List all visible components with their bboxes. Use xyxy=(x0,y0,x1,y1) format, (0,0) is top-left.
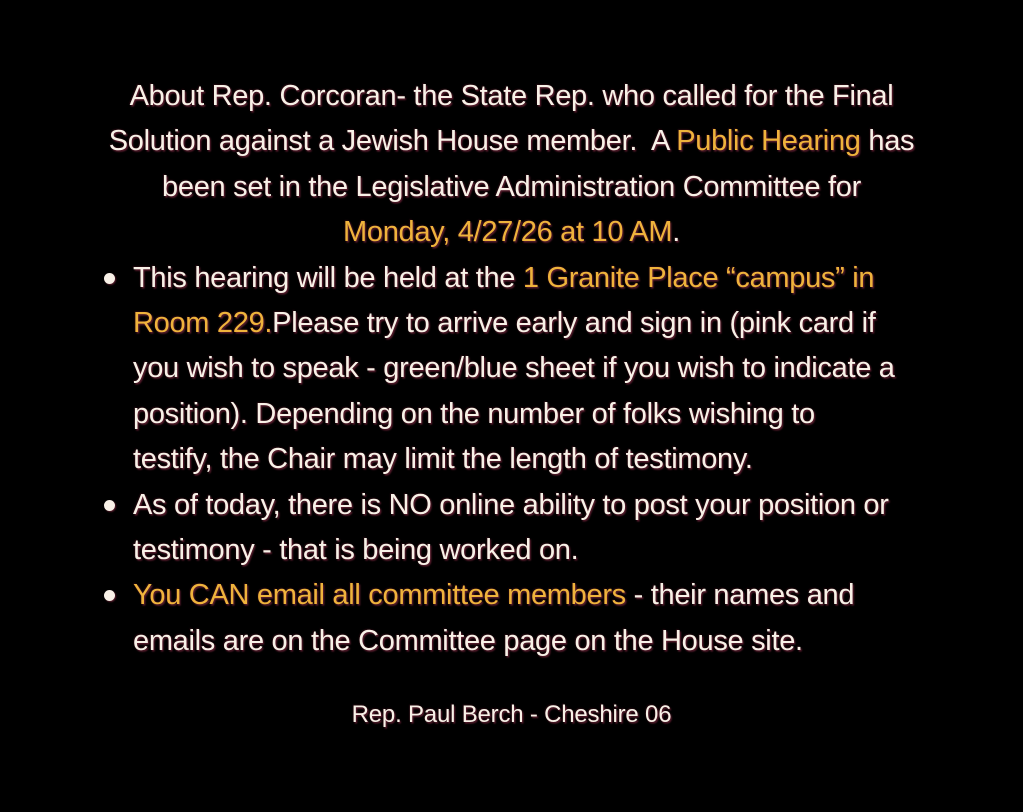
body-text: emails are on the Committee page on the House site. xyxy=(133,624,803,657)
text-line xyxy=(133,437,1023,482)
text-line xyxy=(133,528,1023,573)
body-text: . xyxy=(672,216,680,249)
bullet-item xyxy=(133,256,1023,483)
author-attribution: Rep. Paul Berch - Cheshire 06 xyxy=(351,701,672,729)
text-line xyxy=(133,256,1023,301)
body-text: As of today, there is NO online ability to post your position or xyxy=(133,488,889,521)
text-line xyxy=(133,619,1023,664)
highlight-text: Public Hearing xyxy=(676,125,861,158)
body-text: been set in the Legislative Administration Committee for xyxy=(162,170,861,203)
announcement-heading xyxy=(0,0,1023,256)
body-text: position). Depending on the number of folks wishing to xyxy=(133,397,815,430)
text-line xyxy=(0,165,1023,210)
body-text: This hearing will be held at the xyxy=(133,261,523,294)
highlight-text: Monday, 4/27/26 at 10 AM xyxy=(343,216,673,249)
text-line xyxy=(0,74,1023,119)
highlight-text: 1 Granite Place “campus” in xyxy=(522,261,875,294)
highlight-text: Room 229. xyxy=(133,307,273,340)
bullet-dot-icon xyxy=(104,500,115,511)
body-text: Please try to arrive early and sign in (pink card if xyxy=(272,307,876,340)
text-line xyxy=(0,210,1023,255)
bullet-dot-icon xyxy=(104,590,115,601)
text-line xyxy=(133,573,1023,618)
body-text: Solution against a Jewish House member. A xyxy=(108,125,677,158)
text-line xyxy=(133,301,1023,346)
bullet-dot-icon xyxy=(104,273,115,284)
text-line xyxy=(133,392,1023,437)
text-line xyxy=(133,346,1023,391)
text-line xyxy=(133,483,1023,528)
bullet-item xyxy=(133,573,1023,664)
text-line xyxy=(0,119,1023,164)
bullet-list xyxy=(133,256,1023,665)
body-text: has xyxy=(860,125,915,158)
body-text: - their names and xyxy=(625,579,855,612)
highlight-text: You CAN email all committee members xyxy=(133,579,626,612)
bullet-item xyxy=(133,483,1023,574)
body-text: testify, the Chair may limit the length of testimony. xyxy=(133,443,753,476)
body-text: you wish to speak - green/blue sheet if you wish to indicate a xyxy=(133,352,895,385)
body-text: About Rep. Corcoran- the State Rep. who called for the Final xyxy=(129,80,894,112)
body-text: testimony - that is being worked on. xyxy=(133,534,579,567)
